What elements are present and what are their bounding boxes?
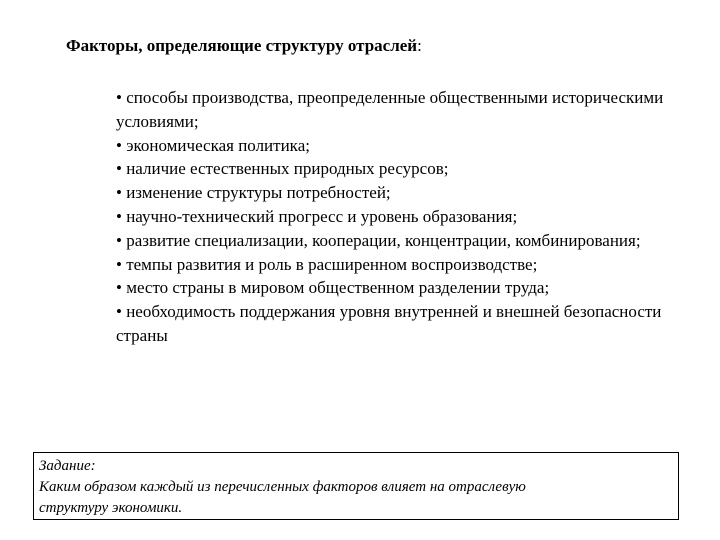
- list-item: • способы производства, преопределенные общественными историческими условиями;: [116, 88, 664, 131]
- list-item: • научно-технический прогресс и уровень образования;: [116, 206, 518, 226]
- list-item: • темпы развития и роль в расширенном воспроизводстве;: [116, 254, 538, 274]
- title-colon: :: [417, 36, 422, 55]
- list-item: • изменение структуры потребностей;: [116, 183, 391, 203]
- list-item: • экономическая политика;: [116, 135, 310, 155]
- list-item: • наличие естественных природных ресурсов;: [116, 159, 449, 179]
- page-title: [66, 36, 422, 56]
- list-item: • развитие специализации, кооперации, концентрации, комбинирования;: [116, 230, 641, 250]
- title-text: Факторы, определяющие структуру отраслей: [66, 36, 418, 55]
- task-box: [33, 452, 679, 520]
- factor-list: [116, 86, 676, 348]
- list-item: • необходимость поддержания уровня внутренней и внешней безопасности страны: [116, 302, 662, 345]
- task-heading: Задание:: [39, 458, 96, 474]
- list-item: • место страны в мировом общественном разделении труда;: [116, 278, 550, 298]
- task-question-line: структуру экономики.: [39, 500, 183, 516]
- task-question-line: Каким образом каждый из перечисленных факторов влияет на отраслевую: [39, 479, 526, 495]
